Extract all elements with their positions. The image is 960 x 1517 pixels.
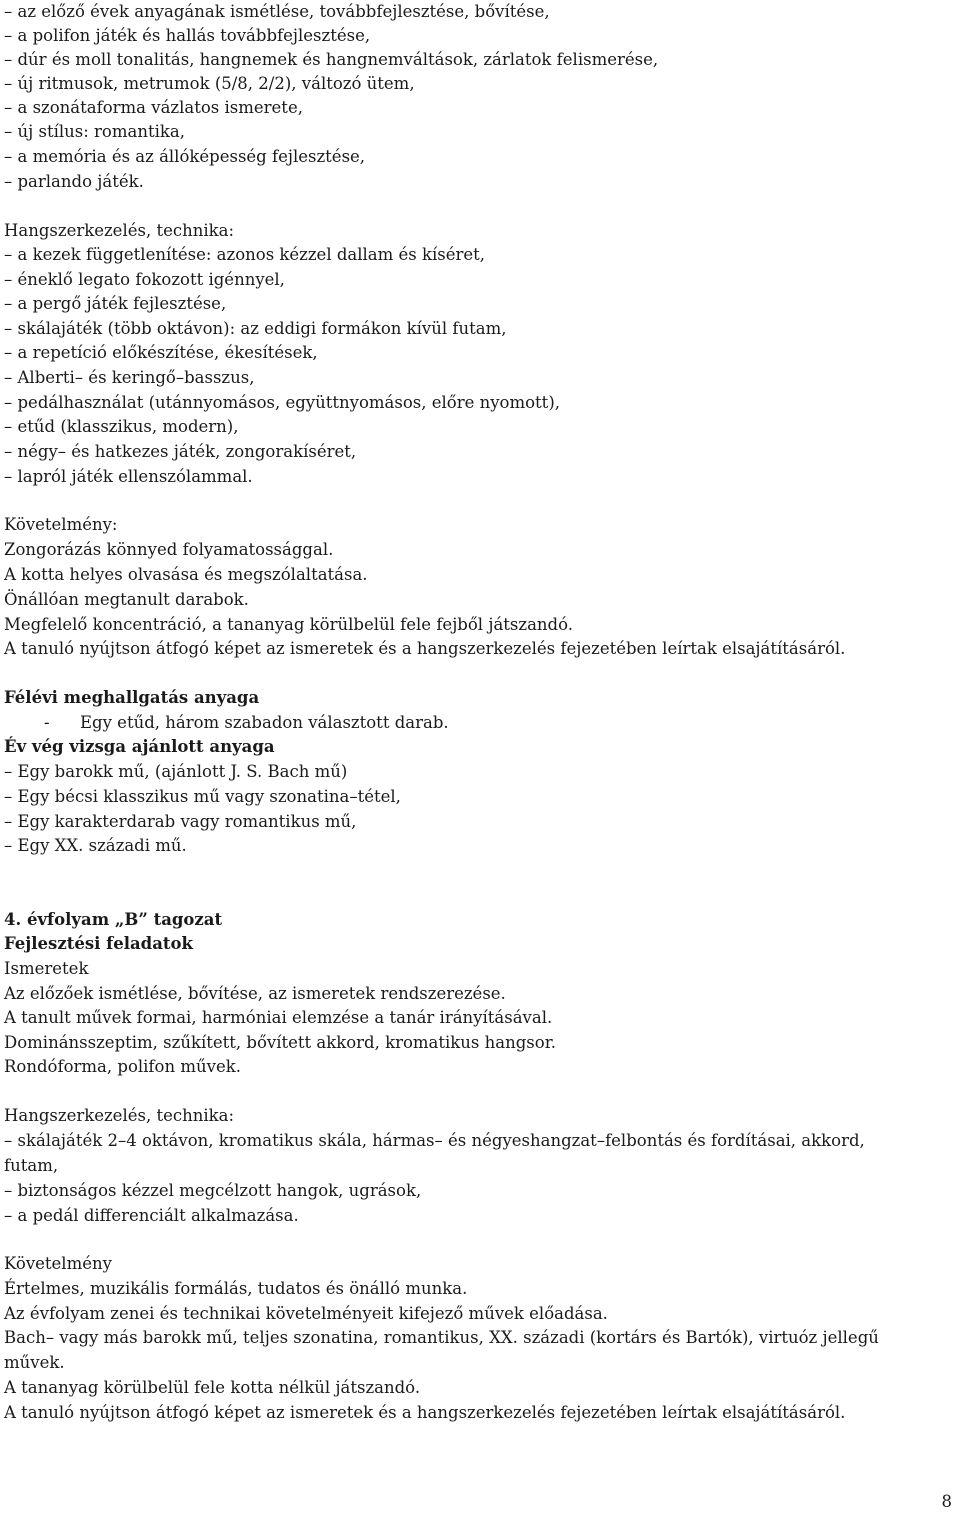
list-item: – Egy bécsi klasszikus mű vagy szonatina–tétel, xyxy=(4,787,401,806)
list-item: – dúr és moll tonalitás, hangnemek és hangnemváltások, zárlatok felismerése, xyxy=(4,50,659,69)
list-item: – az előző évek anyagának ismétlése, továbbfejlesztése, bővítése, xyxy=(4,2,550,21)
section-heading: Hangszerkezelés, technika: xyxy=(4,1106,235,1125)
section-heading: Követelmény xyxy=(4,1254,112,1273)
paragraph-line: Az évfolyam zenei és technikai követelményeit kifejező művek előadása. xyxy=(4,1304,608,1323)
paragraph-line: A tananyag körülbelül fele kotta nélkül játszandó. xyxy=(4,1378,421,1397)
list-item: – skálajáték (több oktávon): az eddigi formákon kívül futam, xyxy=(4,319,507,338)
list-item: – a pergő játék fejlesztése, xyxy=(4,294,227,313)
list-item: – Egy barokk mű, (ajánlott J. S. Bach mű) xyxy=(4,762,348,781)
section-heading: Fejlesztési feladatok xyxy=(4,934,193,953)
paragraph-line: Az előzőek ismétlése, bővítése, az ismeretek rendszerezése. xyxy=(4,984,506,1003)
paragraph-line: A kotta helyes olvasása és megszólaltatása. xyxy=(4,565,368,584)
section-title: 4. évfolyam „B” tagozat xyxy=(4,910,223,929)
list-item: – parlando játék. xyxy=(4,172,144,191)
paragraph-line: Zongorázás könnyed folyamatossággal. xyxy=(4,540,334,559)
page-number: 8 xyxy=(941,1492,952,1511)
list-item: – biztonságos kézzel megcélzott hangok, ugrások, xyxy=(4,1181,422,1200)
section-heading: Követelmény: xyxy=(4,515,118,534)
list-item: – pedálhasználat (utánnyomásos, együttnyomásos, előre nyomott), xyxy=(4,393,560,412)
paragraph-line: Dominánsszeptim, szűkített, bővített akkord, kromatikus hangsor. xyxy=(4,1033,557,1052)
list-item-continuation: futam, xyxy=(4,1156,59,1175)
list-item: – új stílus: romantika, xyxy=(4,122,185,141)
paragraph-line: A tanuló nyújtson átfogó képet az ismeretek és a hangszerkezelés fejezetében leírtak elsajátításáról. xyxy=(4,639,846,658)
section-heading: Félévi meghallgatás anyaga xyxy=(4,688,260,707)
paragraph-line: A tanuló nyújtson átfogó képet az ismeretek és a hangszerkezelés fejezetében leírtak elsajátításáról. xyxy=(4,1403,846,1422)
paragraph-line: A tanult művek formai, harmóniai elemzése a tanár irányításával. xyxy=(4,1008,553,1027)
section-heading: Év vég vizsga ajánlott anyaga xyxy=(4,737,275,756)
list-item: – négy– és hatkezes játék, zongorakíséret, xyxy=(4,442,357,461)
paragraph-line: Önállóan megtanult darabok. xyxy=(4,590,249,609)
section-heading: Hangszerkezelés, technika: xyxy=(4,221,235,240)
list-item: Egy etűd, három szabadon választott darab. xyxy=(80,713,449,732)
list-item: – a repetíció előkészítése, ékesítések, xyxy=(4,343,318,362)
list-item: – éneklő legato fokozott igénnyel, xyxy=(4,270,285,289)
paragraph-line: Megfelelő koncentráció, a tananyag körülbelül fele fejből játszandó. xyxy=(4,615,573,634)
paragraph-line: Értelmes, muzikális formálás, tudatos és önálló munka. xyxy=(4,1279,468,1298)
paragraph-line: Rondóforma, polifon művek. xyxy=(4,1057,241,1076)
list-item: – lapról játék ellenszólammal. xyxy=(4,467,253,486)
list-item: – a kezek függetlenítése: azonos kézzel dallam és kíséret, xyxy=(4,245,486,264)
list-item: – Egy karakterdarab vagy romantikus mű, xyxy=(4,812,357,831)
list-item: – Egy XX. századi mű. xyxy=(4,836,187,855)
paragraph-line: művek. xyxy=(4,1353,65,1372)
list-item: – skálajáték 2–4 oktávon, kromatikus skála, hármas– és négyeshangzat–felbontás és fordításai, akkord, xyxy=(4,1131,865,1150)
list-item: – a szonátaforma vázlatos ismerete, xyxy=(4,98,303,117)
list-bullet: - xyxy=(44,713,50,732)
list-item: – Alberti– és keringő–basszus, xyxy=(4,368,255,387)
section-heading: Ismeretek xyxy=(4,959,89,978)
list-item: – új ritmusok, metrumok (5/8, 2/2), változó ütem, xyxy=(4,74,415,93)
list-item: – etűd (klasszikus, modern), xyxy=(4,417,239,436)
list-item: – a polifon játék és hallás továbbfejlesztése, xyxy=(4,26,371,45)
list-item: – a memória és az állóképesség fejlesztése, xyxy=(4,147,366,166)
paragraph-line: Bach– vagy más barokk mű, teljes szonatina, romantikus, XX. századi (kortárs és Bartók), virtuóz jellegű xyxy=(4,1328,879,1347)
list-item: – a pedál differenciált alkalmazása. xyxy=(4,1206,299,1225)
